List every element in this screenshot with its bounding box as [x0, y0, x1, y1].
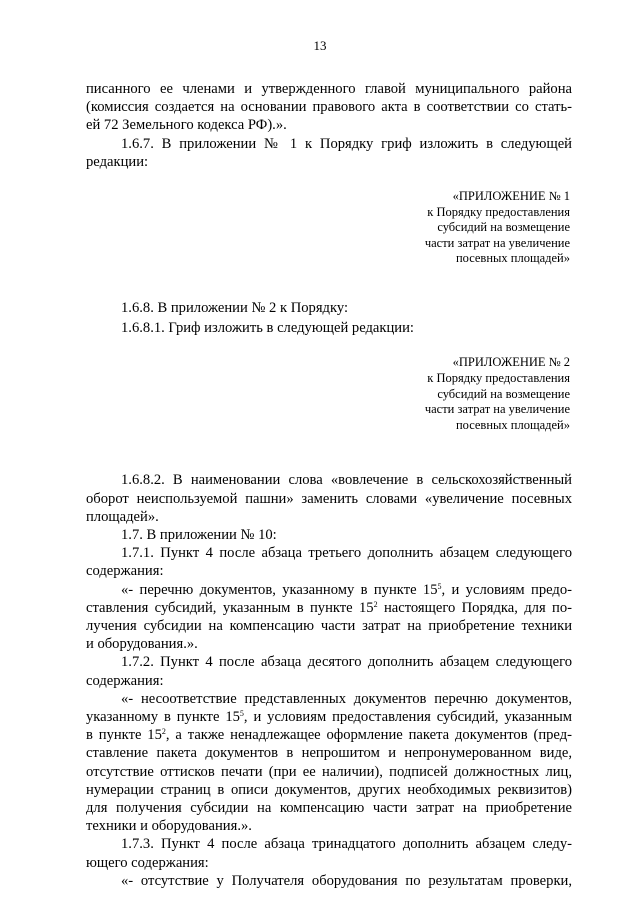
- text-line: оборот неиспользуемой пашни» заменить словами «увеличение посевных: [86, 490, 572, 507]
- text-line: площадей».: [86, 508, 159, 525]
- text-line: ставления субсидий, указанным в пункте $15^2$ настоящего Порядка, для по-: [86, 599, 572, 616]
- text-line: ей 72 Земельного кодекса РФ).».: [86, 117, 287, 134]
- stamp-title: «ПРИЛОЖЕНИЕ № 2: [452, 355, 570, 370]
- text-line: указанному в пункте $15^5$, и условиям предоставления субсидий, указанным: [86, 709, 573, 725]
- paragraph-1-6-8-2: [86, 471, 572, 526]
- stamp-line: субсидий на возмещение: [437, 386, 570, 401]
- text-line: 1.7.2. Пункт 4 после абзаца десятого дополнить абзацем следующего: [121, 654, 572, 671]
- text-line: редакции:: [86, 153, 149, 170]
- superscript: 2: [161, 727, 166, 737]
- text-line: в пункте $15^2$, а также ненадлежащее оформление пакета документов (пред-: [86, 727, 573, 744]
- stamp-line: субсидий на возмещение: [437, 220, 570, 235]
- text-line: «- несоответствие представленных документов перечню документов,: [121, 690, 572, 707]
- superscript: 5: [437, 581, 442, 591]
- quote-1: [86, 581, 572, 654]
- paragraph-1-6-8: 1.6.8. В приложении № 2 к Порядку:: [121, 299, 349, 316]
- stamp-line: части затрат на увеличение: [424, 402, 570, 417]
- paragraph-1-6-7: [86, 135, 572, 171]
- text-line: (комиссия создается на основании правового акта в соответствии со стать-: [86, 99, 572, 116]
- quote-3: [86, 872, 572, 890]
- superscript: 2: [373, 599, 378, 609]
- paragraph-1-7: 1.7. В приложении № 10:: [121, 526, 277, 543]
- text-line: «- перечню документов, указанному в пункте $15^5$, и условиям предо-: [121, 581, 572, 598]
- paragraph-1-7-3: [86, 835, 572, 871]
- text-line: содержания:: [86, 563, 164, 580]
- text-line: отсутствие оттисков печати (при ее наличии), подписей должностных лиц,: [86, 763, 572, 780]
- text-line: для получения субсидии на компенсацию части затрат на приобретение: [86, 800, 572, 817]
- text-line: «- отсутствие у Получателя оборудования по результатам проверки,: [121, 872, 572, 889]
- text-line: 1.6.8.2. В наименовании слова «вовлечение в сельскохозяйственный: [121, 472, 572, 489]
- text-line: содержания:: [86, 672, 164, 689]
- text-line: писанного ее членами и утвержденного главой муниципального района: [86, 81, 572, 97]
- stamp-line: посевных площадей»: [455, 251, 570, 266]
- text-line: ющего содержания:: [86, 854, 209, 871]
- text-line: 1.6.7. В приложении № 1 к Порядку гриф изложить в следующей: [121, 135, 572, 152]
- stamp-line: части затрат на увеличение: [424, 235, 570, 250]
- paragraph-1-7-2: [86, 653, 572, 689]
- page-number: 13: [313, 38, 327, 53]
- appendix-stamp-1: [370, 189, 570, 267]
- text-line: 1.7.1. Пункт 4 после абзаца третьего дополнить абзацем следующего: [121, 545, 572, 562]
- text-line: лучения субсидии на компенсацию части затрат на приобретение техники: [86, 617, 572, 634]
- paragraph-1-7-1: [86, 544, 572, 580]
- stamp-title: «ПРИЛОЖЕНИЕ № 1: [452, 189, 570, 204]
- text-line: техники и оборудования.».: [86, 818, 252, 835]
- text-line: и оборудования.».: [86, 636, 198, 653]
- stamp-line: посевных площадей»: [455, 417, 570, 432]
- paragraph-continuation: [86, 80, 572, 135]
- text-line: 1.7.3. Пункт 4 после абзаца тринадцатого дополнить абзацем следу-: [121, 836, 572, 853]
- quote-2: [86, 690, 572, 836]
- superscript: 5: [239, 709, 244, 718]
- paragraph-1-6-8-1: 1.6.8.1. Гриф изложить в следующей редакции:: [121, 320, 414, 337]
- appendix-stamp-2: [370, 355, 570, 433]
- stamp-line: к Порядку предоставления: [427, 370, 570, 385]
- document-body: [86, 80, 572, 890]
- text-line: ставление пакета документов в непрошитом и непронумерованном виде,: [86, 745, 572, 762]
- stamp-line: к Порядку предоставления: [427, 204, 570, 219]
- text-line: нумерации страниц в описи документов, других необходимых реквизитов): [86, 781, 572, 798]
